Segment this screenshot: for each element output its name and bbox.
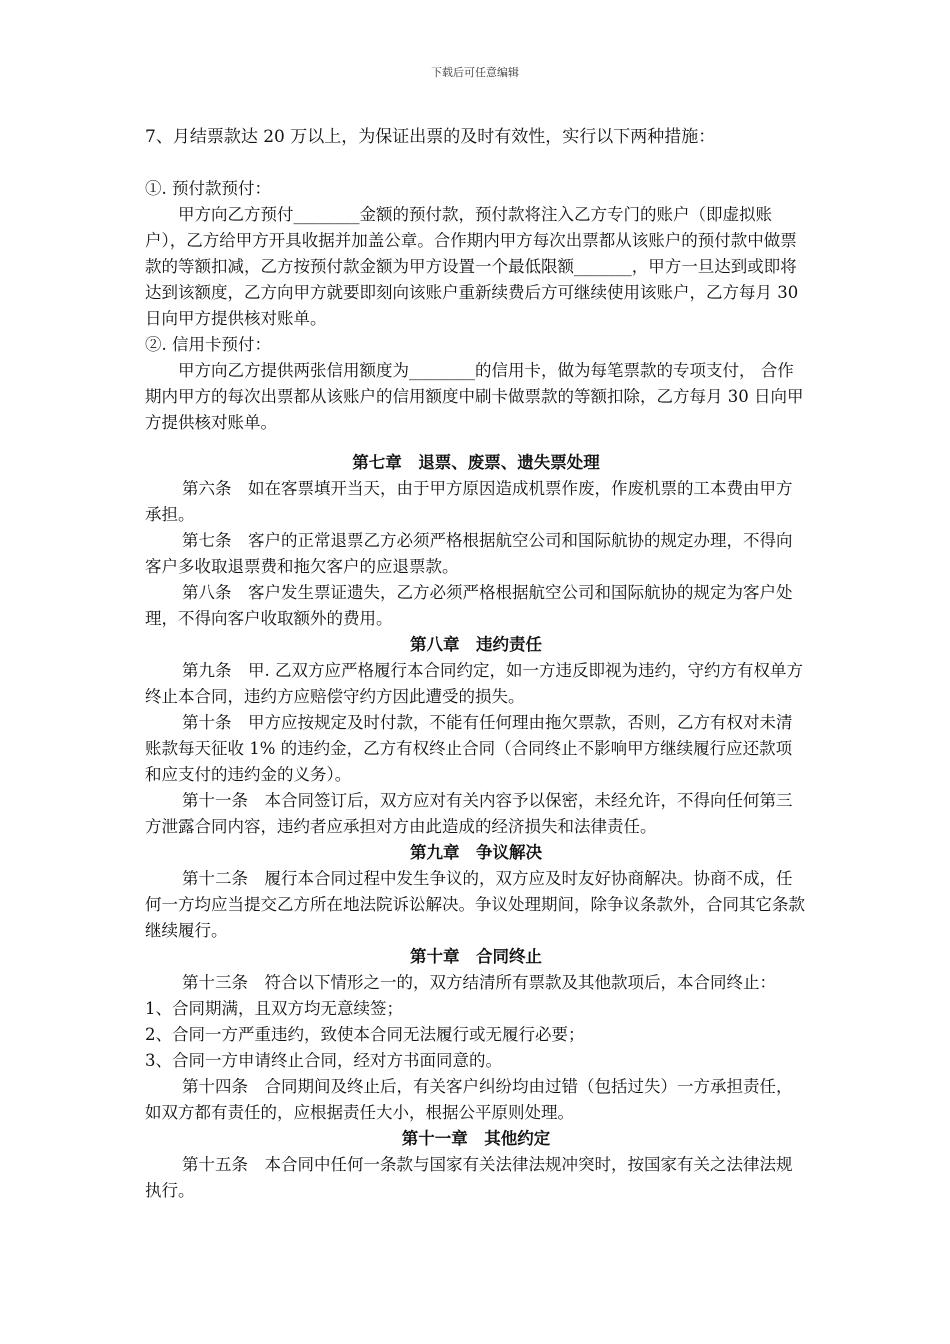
list-item-2: 2、合同一方严重违约，致使本合同无法履行或无履行必要； xyxy=(145,1025,585,1044)
article-9: 第九条 甲. 乙双方应严格履行本合同约定，如一方违反即视为违约，守约方有权单方终止本合同，违约方应赔偿守约方因此遭受的损失。 xyxy=(145,661,803,706)
item-7-paragraph: 7、月结票款达 20 万以上，为保证出票的及时有效性，实行以下两种措施： xyxy=(145,127,716,147)
article-14: 第十四条 合同期间及终止后，有关客户纠纷均由过错（包括过失）一方承担责任，如双方都有责任的，应根据责任大小，根据公平原则处理。 xyxy=(145,1077,793,1122)
article-6: 第六条 如在客票填开当天，由于甲方原因造成机票作废，作废机票的工本费由甲方承担。 xyxy=(145,479,793,524)
prepay-title: ①. 预付款预付： xyxy=(145,179,271,198)
chapter-7-title: 第七章 退票、废票、遗失票处理 xyxy=(352,453,600,472)
article-11: 第十一条 本合同签订后，双方应对有关内容予以保密，未经允许，不得向任何第三方泄露合同内容，违约者应承担对方由此造成的经济损失和法律责任。 xyxy=(145,791,793,836)
credit-title: ②. 信用卡预付： xyxy=(145,335,271,354)
article-7: 第七条 客户的正常退票乙方必须严格根据航空公司和国际航协的规定办理，不得向客户多收取退票费和拖欠客户的应退票款。 xyxy=(145,531,793,576)
list-item-3: 3、合同一方申请终止合同，经对方书面同意的。 xyxy=(145,1051,502,1070)
page-header: 下载后可任意编辑 xyxy=(431,66,519,79)
chapter-9-title: 第九章 争议解决 xyxy=(410,843,542,862)
chapter-10-title: 第十章 合同终止 xyxy=(410,947,542,966)
prepay-body: 甲方向乙方预付________金额的预付款，预付款将注入乙方专门的账户（即虚拟账户），乙方给甲方开具收据并加盖公章。合作期内甲方每次出票都从该账户的预付款中做票款的等额扣减，乙方按预付款金额为甲方设置一个最低限额_______，甲方一旦达到或即将达到该额度，乙方向甲方就要即刻向该账户重新续费后方可继续使用该账户，乙方每月 30 日向甲方提供核对账单。 xyxy=(145,205,799,328)
article-13: 第十三条 符合以下情形之一的，双方结清所有票款及其他款项后，本合同终止： xyxy=(182,973,776,992)
article-15: 第十五条 本合同中任何一条款与国家有关法律法规冲突时，按国家有关之法律法规执行。 xyxy=(145,1155,793,1200)
article-12: 第十二条 履行本合同过程中发生争议的，双方应及时友好协商解决。协商不成，任何一方均应当提交乙方所在地法院诉讼解决。争议处理期间，除争议条款外，合同其它条款继续履行。 xyxy=(145,869,805,940)
chapter-11-title: 第十一章 其他约定 xyxy=(401,1129,551,1148)
article-8: 第八条 客户发生票证遗失，乙方必须严格根据航空公司和国际航协的规定为客户处理，不得向客户收取额外的费用。 xyxy=(145,583,793,628)
article-10: 第十条 甲方应按规定及时付款，不能有任何理由拖欠票款，否则，乙方有权对未清账款每天征收 1% 的违约金，乙方有权终止合同（合同终止不影响甲方继续履行应还款项和应支付的违约金的义务）。 xyxy=(145,713,793,784)
chapter-8-title: 第八章 违约责任 xyxy=(410,635,542,654)
credit-body: 甲方向乙方提供两张信用额度为________的信用卡，做为每笔票款的专项支付， 合作期内甲方的每次出票都从该账户的信用额度中刷卡做票款的等额扣除，乙方每月 30 日向甲方提供核对账单。 xyxy=(145,361,804,432)
list-item-1: 1、合同期满，且双方均无意续签； xyxy=(145,999,403,1018)
document-body xyxy=(145,124,807,1204)
